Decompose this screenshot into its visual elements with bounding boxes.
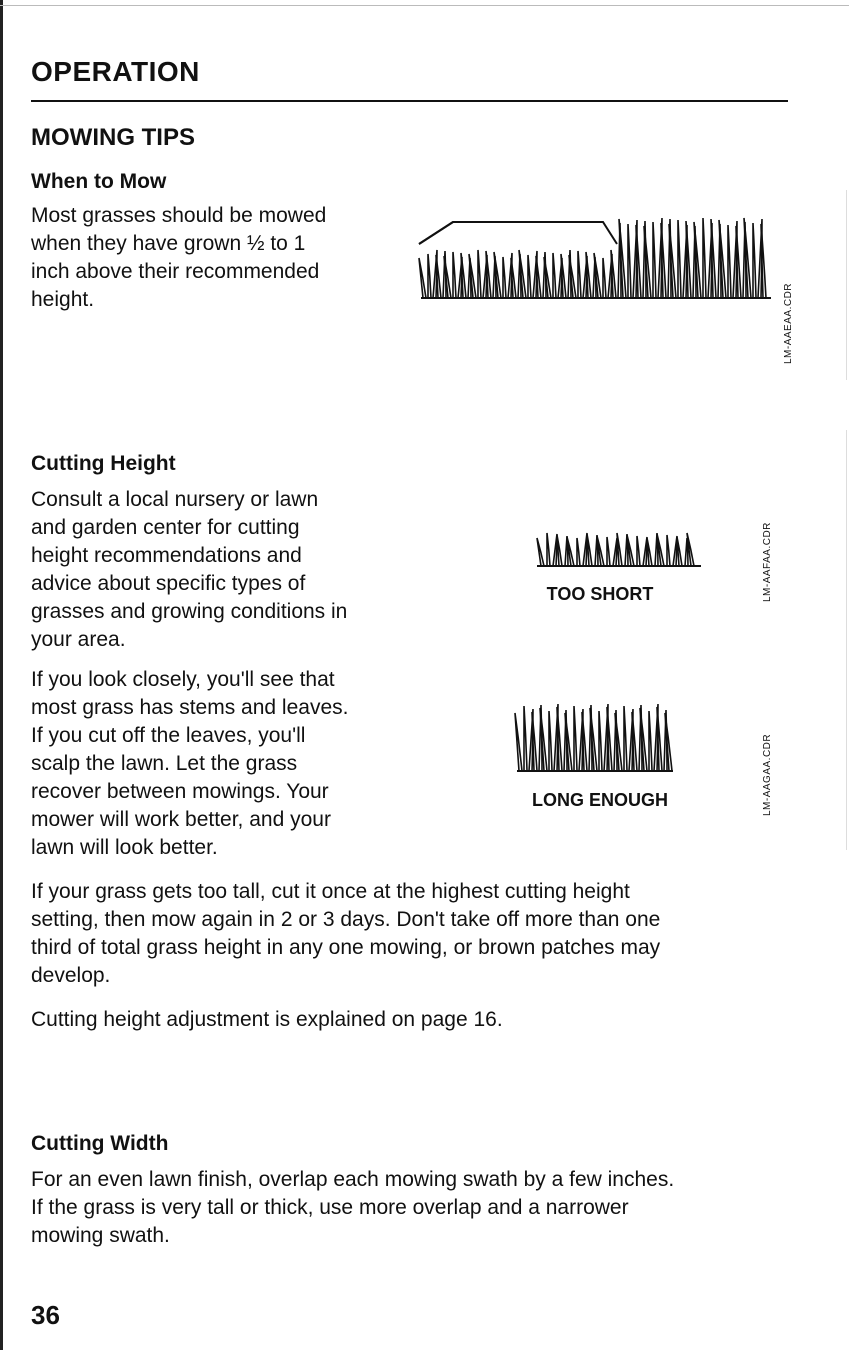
grass-blade bbox=[647, 538, 652, 566]
grass-blade bbox=[557, 535, 562, 566]
text-line: third of total grass height in any one mowing, or brown patches may bbox=[31, 936, 661, 959]
long-enough-grass-illustration bbox=[505, 700, 695, 775]
section-title: OPERATION bbox=[31, 56, 200, 87]
grass-blade bbox=[603, 258, 606, 298]
grass-blade bbox=[728, 225, 731, 298]
grass-blade bbox=[428, 254, 431, 298]
text-line: scalp the lawn. Let the grass bbox=[31, 752, 298, 775]
grass-blade bbox=[637, 536, 640, 566]
text-line: mower will work better, and your bbox=[31, 808, 331, 831]
grass-blade bbox=[574, 706, 577, 771]
text-line: lawn will look better. bbox=[31, 836, 218, 859]
figure-code: LM-AAFAA.CDR bbox=[762, 522, 773, 602]
grass-blade bbox=[578, 251, 581, 298]
page-number: 36 bbox=[31, 1300, 60, 1330]
grass-blade bbox=[503, 257, 506, 298]
grass-blade bbox=[649, 711, 652, 771]
scan-edge-mark bbox=[846, 190, 847, 380]
grass-tufts bbox=[419, 218, 766, 298]
page-top-edge bbox=[0, 5, 849, 6]
grass-blade bbox=[478, 250, 481, 298]
when-to-mow-heading: When to Mow bbox=[31, 170, 167, 193]
grass-blade bbox=[703, 218, 706, 298]
grass-blade bbox=[587, 534, 592, 566]
grass-blade bbox=[667, 535, 670, 566]
grass-blade bbox=[549, 711, 552, 771]
grass-blade bbox=[515, 713, 522, 771]
mower-grass-illustration bbox=[415, 212, 775, 302]
grass-blade bbox=[528, 255, 531, 298]
title-rule bbox=[31, 100, 788, 102]
grass-blade bbox=[653, 222, 656, 298]
grass-blade bbox=[524, 706, 527, 771]
grass-blade bbox=[577, 538, 580, 566]
text-line: mowing swath. bbox=[31, 1224, 170, 1247]
cutting-height-heading: Cutting Height bbox=[31, 452, 176, 475]
page-title: MOWING TIPS bbox=[31, 124, 195, 151]
text-line: recover between mowings. Your bbox=[31, 780, 329, 803]
grass-blade bbox=[547, 533, 550, 566]
short-grass-tufts bbox=[537, 533, 694, 566]
too-short-grass-illustration bbox=[535, 520, 705, 570]
figure-code: LM-AAGAA.CDR bbox=[762, 733, 773, 816]
grass-blade bbox=[553, 253, 556, 298]
long-grass-tufts bbox=[515, 704, 672, 771]
grass-blade bbox=[453, 252, 456, 298]
mower-deck-outline bbox=[419, 222, 617, 244]
grass-blade bbox=[643, 537, 647, 566]
grass-blade bbox=[673, 536, 677, 566]
text-line: If your grass gets too tall, cut it once at the highest cutting height bbox=[31, 880, 630, 903]
figure-code: LM-AAEAA.CDR bbox=[783, 282, 794, 364]
long-enough-caption: LONG ENOUGH bbox=[531, 790, 668, 810]
text-line: inch above their recommended bbox=[31, 260, 320, 283]
text-line: If the grass is very tall or thick, use more overlap and a narrower bbox=[31, 1196, 629, 1219]
grass-blade bbox=[678, 220, 681, 298]
text-line: grasses and growing conditions in bbox=[31, 600, 348, 623]
text-line: develop. bbox=[31, 964, 111, 987]
grass-blade bbox=[624, 706, 627, 771]
text-line: If you cut off the leaves, you'll bbox=[31, 724, 306, 747]
text-line: For an even lawn finish, overlap each mowing swath by a few inches. bbox=[31, 1168, 675, 1191]
text-line: advice about specific types of bbox=[31, 572, 306, 595]
grass-blade bbox=[628, 224, 631, 298]
grass-blade bbox=[607, 537, 610, 566]
page-left-edge bbox=[0, 0, 3, 1350]
grass-blade bbox=[553, 534, 557, 566]
cutting-width-heading: Cutting Width bbox=[31, 1132, 169, 1155]
grass-blade bbox=[583, 533, 587, 566]
grass-blade bbox=[613, 538, 617, 566]
text-line: setting, then mow again in 2 or 3 days. Don't take off more than one bbox=[31, 908, 661, 931]
text-line: Consult a local nursery or lawn bbox=[31, 488, 319, 511]
text-line: when they have grown ½ to 1 bbox=[31, 232, 306, 255]
text-line: height. bbox=[31, 288, 95, 311]
grass-blade bbox=[753, 223, 756, 298]
grass-blade bbox=[537, 538, 544, 566]
text-line: Most grasses should be mowed bbox=[31, 204, 327, 227]
grass-blade bbox=[677, 537, 682, 566]
text-line: most grass has stems and leaves. bbox=[31, 696, 349, 719]
scan-edge-mark bbox=[846, 430, 847, 850]
grass-blade bbox=[617, 533, 622, 566]
grass-blade bbox=[599, 711, 602, 771]
grass-blade bbox=[419, 258, 426, 298]
text-line: and garden center for cutting bbox=[31, 516, 300, 539]
text-line: If you look closely, you'll see that bbox=[31, 668, 335, 691]
text-line: height recommendations and bbox=[31, 544, 302, 567]
too-short-caption: TOO SHORT bbox=[546, 584, 654, 604]
text-line: your area. bbox=[31, 628, 126, 651]
cutting-height-para-4: Cutting height adjustment is explained on page 16. bbox=[31, 1008, 503, 1031]
